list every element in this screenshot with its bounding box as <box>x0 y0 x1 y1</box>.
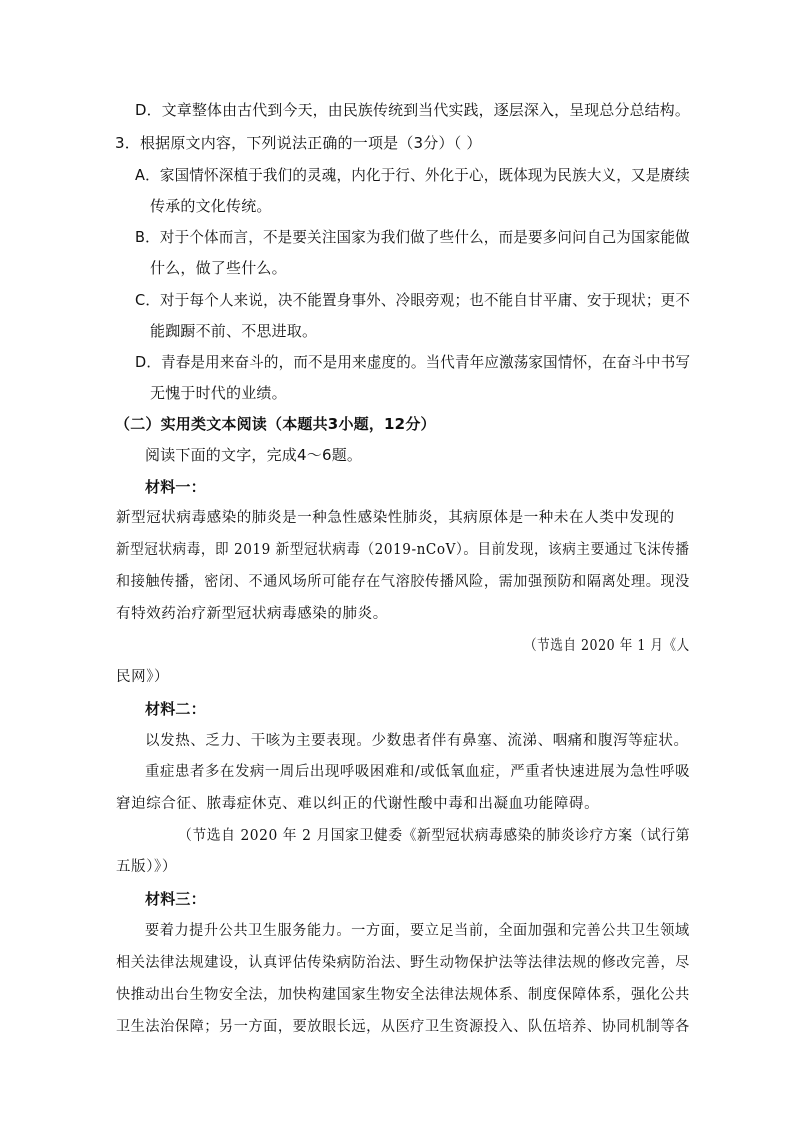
material1-title: 材料一： <box>145 478 206 496</box>
q3-option-a-line1: A．家国情怀深植于我们的灵魂，内化于行、外化于心，既体现为民族大义，又是赓续 <box>135 166 690 184</box>
q3-option-b-line1: B．对于个体而言，不是要关注国家为我们做了些什么，而是要多问问自己为国家能做 <box>135 228 690 246</box>
q3-option-a-line2: 传承的文化传统。 <box>150 197 272 215</box>
q3-option-d-line2: 无愧于时代的业绩。 <box>150 384 287 402</box>
material3-line3: 快推动出台生物安全法，加快构建国家生物安全法律法规体系、制度保障体系，强化公共 <box>116 987 690 1003</box>
material1-line2: 新型冠状病毒，即 2019 新型冠状病毒（2019-nCoV）。目前发现，该病主要通过飞沫传播 <box>116 542 690 558</box>
material1-source-line1: （节选自 2020 年 1 月《人 <box>524 638 690 654</box>
q3-option-d-line1: D．青春是用来奋斗的，而不是用来虚度的。当代青年应激荡家国情怀，在奋斗中书写 <box>135 353 691 371</box>
material2-source-line2: 五版）》） <box>116 859 177 875</box>
section-instruction: 阅读下面的文字，完成4～6题。 <box>145 446 363 464</box>
material3-title: 材料三： <box>145 890 206 908</box>
material1-source-line2: 民网》） <box>116 669 170 685</box>
material3-line4: 卫生法治保障；另一方面，要放眼长远，从医疗卫生资源投入、队伍培养、协同机制等各 <box>116 1019 690 1035</box>
material3-line1: 要着力提升公共卫生服务能力。一方面，要立足当前，全面加强和完善公共卫生领域 <box>145 923 690 939</box>
q3-option-c-line1: C．对于每个人来说，决不能置身事外、冷眼旁观；也不能自甘平庸、安于现状；更不 <box>135 291 691 309</box>
material2-line1: 以发热、乏力、干咳为主要表现。少数患者伴有鼻塞、流涕、咽痛和腹泻等症状。 <box>145 733 689 749</box>
material1-line3: 和接触传播，密闭、不通风场所可能存在气溶胶传播风险，需加强预防和隔离处理。现没 <box>116 574 690 590</box>
material2-line2: 重症患者多在发病一周后出现呼吸困难和/或低氧血症，严重者快速进展为急性呼吸 <box>145 764 691 780</box>
material2-source-line1: （节选自 2020 年 2 月国家卫健委《新型冠状病毒感染的肺炎诊疗方案（试行第 <box>178 828 691 844</box>
q3-option-c-line2: 能踟蹰不前、不思进取。 <box>150 322 318 340</box>
material1-line4: 有特效药治疗新型冠状病毒感染的肺炎。 <box>116 606 388 622</box>
material1-line1: 新型冠状病毒感染的肺炎是一种急性感染性肺炎，其病原体是一种未在人类中发现的 <box>116 510 675 526</box>
material3-line2: 相关法律法规建设，认真评估传染病防治法、野生动物保护法等法律法规的修改完善，尽 <box>116 955 690 971</box>
q2-option-d: D．文章整体由古代到今天，由民族传统到当代实践，逐层深入，呈现总分总结构。 <box>135 101 690 119</box>
q3-stem: 3．根据原文内容，下列说法正确的一项是（3分）（ ） <box>115 134 482 152</box>
material2-title: 材料二： <box>145 700 206 718</box>
material2-line3: 窘迫综合征、脓毒症休克、难以纠正的代谢性酸中毒和出凝血功能障碍。 <box>116 796 600 812</box>
section-heading: （二）实用类文本阅读（本题共3小题，12分） <box>115 415 436 433</box>
q3-option-b-line2: 什么，做了些什么。 <box>150 259 287 277</box>
